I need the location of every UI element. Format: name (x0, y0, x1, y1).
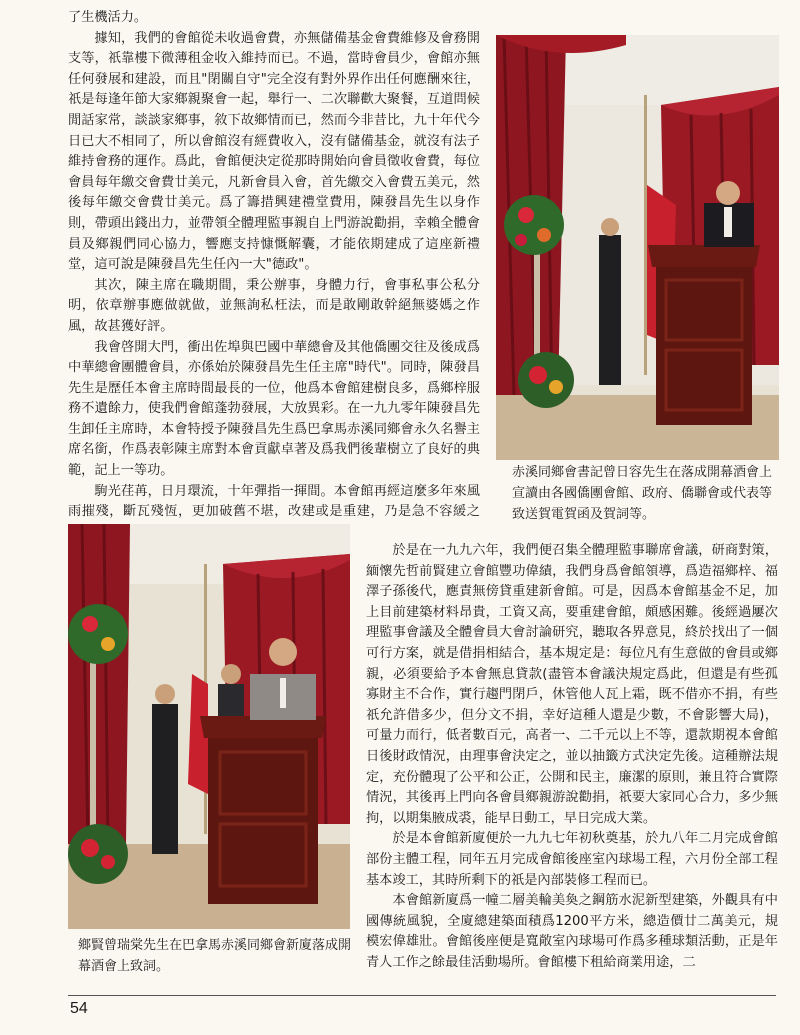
paragraph: 於是本會館新廈便於一九九七年初秋奠基，於九八年二月完成會館部份主體工程，同年五月完成會館後座室內球場工程，六月份全部工程基本竣工，其時所剩下的祇是內部裝修工程而已。 (366, 831, 778, 888)
page-number: 54 (70, 1000, 88, 1017)
paragraph: 了生機活力。 (68, 10, 148, 25)
ceremony-photo-top (496, 35, 779, 460)
footer-rule (68, 995, 776, 996)
photo-caption-top: 赤溪同鄉會書記曾日容先生在落成開幕酒會上宣讀由各國僑團會館、政府、僑聯會或代表等致送賀電賀函及賀詞等。 (512, 465, 773, 522)
article-column-bottom-right (366, 541, 778, 973)
paragraph: 於是在一九九六年，我們便召集全體理監事聯席會議，研商對策，緬懷先哲前賢建立會館豐功偉績，我們身爲會館領導，爲造福鄉梓、福澤子孫後代，應責無傍貸重建新會館。可是，因爲本會館基金不足，加上目前建築材料昂貴，工資又高，要重建會館，頗感困難。後經過屢次理監事會議及全體會員大會討論研究，聽取各界意見，終於找出了一個可行方案，就是借捐相結合，基本規定是：每位凡有生意做的會員或鄉親，必須要給予本會無息貸款(盡管本會議決規定爲此，但還是有些孤寡財主不合作，實行趨門閉戶，休管他人瓦上霜，既不借亦不捐，有些祇允許借多少，但分文不捐，幸好這種人還是少數，不會影響大局)，可量力而行，低者數百元，高者一、二千元以上不等，還款期視本會館日後財政情況，由理事會決定之，並以抽籤方式決定先後。這種辦法規定，充份體現了公平和公正，公開和民主，廉潔的原則，兼且符合實際情況，其後再上門向各會員鄉親游說勸捐，祇要大家同心合力，多少無拘，以期集腋成裘，能早日動工，早日完成大業。 (366, 543, 778, 826)
article-column-top-left (68, 8, 480, 543)
paragraph: 本會館新廈爲一幢二層美輪美奐之鋼筋水泥新型建築，外觀具有中國傳統風貌，全廈總建築面積爲1200平方米，總造價廿二萬美元，規模宏偉雄壯。會館後座便是寬敞室內球場可作爲多種球類活動，正是年青人工作之餘最佳活動場所。會館樓下租給商業用途，二 (366, 893, 778, 970)
paragraph: 駒光荏苒，日月環流，十年彈指一揮間。本會館再經這麼多年來風雨摧殘，斷瓦殘恆，更加破舊不堪，改建或是重建，乃是急不容緩之 (68, 483, 480, 520)
paragraph: 其次，陳主席在職期間，秉公辦事，身體力行，會事私事公私分明，依章辦事應做就做，並無詢私枉法，而是敢剛敢幹絕無婆媽之作風，故甚獲好評。 (68, 277, 480, 334)
paragraph: 我會啓開大門，衝出佐埠與巴國中華總會及其他僑團交往及後成爲中華總會團體會員，亦係始於陳發昌先生任主席"時代"。同時，陳發昌先生是歷任本會主席時間最長的一位，他爲本會館建樹良多，爲鄉梓服務不遺餘力，使我們會館蓬勃發展，大放異彩。在一九九零年陳發昌先生卸任主席時，本會特授予陳發昌先生爲巴拿馬赤溪同鄉會永久名譽主席名銜，作爲表彰陳主席對本會貢獻卓著及爲我們後輩樹立了良好的典範，記上一等功。 (68, 339, 480, 479)
ceremony-photo-bottom (68, 524, 350, 929)
paragraph: 據知，我們的會館從未收過會費，亦無儲備基金會費維修及會務開支等，祇靠樓下微薄租金收入維持而已。不過，當時會員少，會館亦無任何發展和建設，而且"閉關自守"完全沒有對外界作出任何應酬來往，祇是每逢年節大家鄉親聚會一起，舉行一、二次聯歡大聚餐，互道問候閒話家常，談談家鄉事，敘下故鄉情而已，然而今非昔比，九十年代今日已大不相同了，所以會館沒有經費收入，沒有儲備基金，就沒有法子維持會務的運作。爲此，會館便決定從那時開始向會員徵收會費，每位會員每年繳交會費廿美元，凡新會員入會，首先繳交入會費五美元，然後每年繳交會費廿美元。爲了籌措興建禮堂費用，陳發昌先生以身作則，帶頭出錢出力，並帶領全體理監事親自上門游說勸捐，幸賴全體會員及鄉親們同心協力，響應支持慷慨解囊，才能依期建成了這座新禮堂，這可說是陳發昌先生任內一大"德政"。 (68, 30, 480, 273)
photo-caption-bottom: 鄉賢曾瑞棠先生在巴拿馬赤溪同鄉會新廈落成開幕酒會上致詞。 (78, 938, 352, 974)
